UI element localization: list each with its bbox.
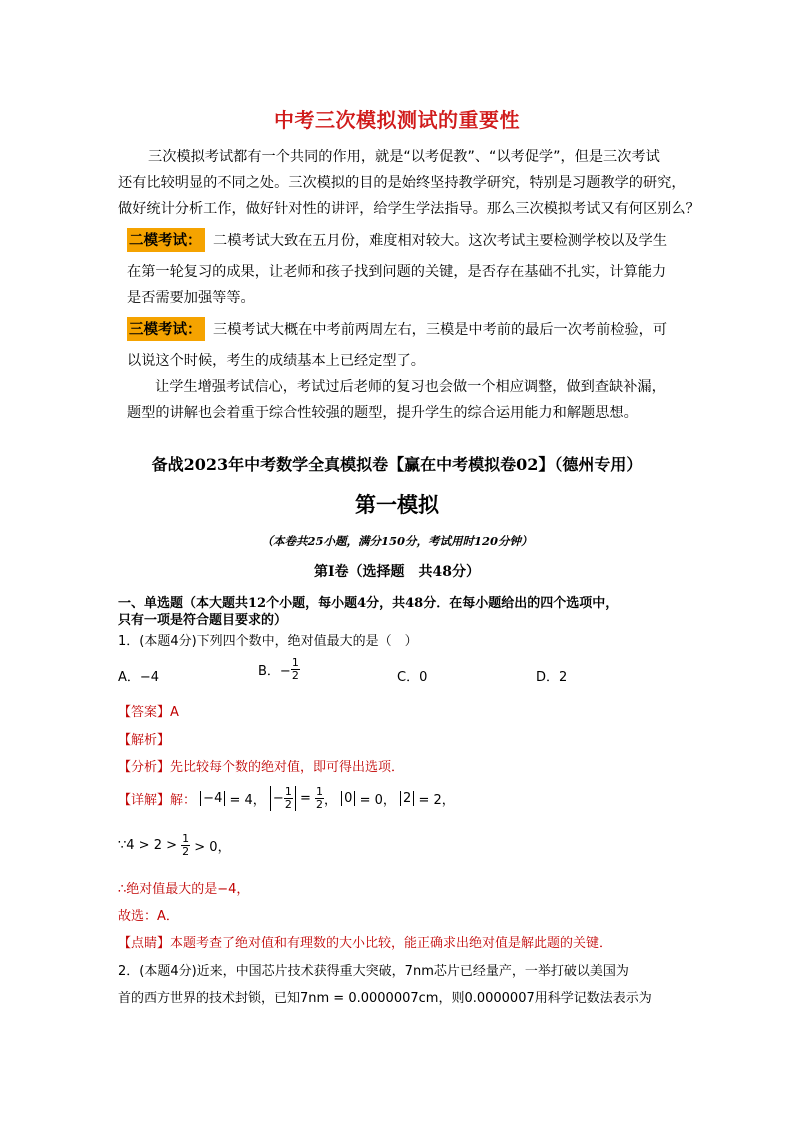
mock2-tag: 二模考试： — [127, 228, 205, 252]
q1-compare-line — [118, 833, 231, 858]
eq1: = 4， — [229, 793, 266, 808]
mock3-line1: 三模考试大概在中考前两周左右，三模是中考前的最后一次考前检验，可 — [213, 322, 668, 338]
eq4: = 2， — [418, 793, 455, 808]
half-num-2: 1 — [316, 785, 324, 798]
section-line2: 只有一项是符合题目要求的） — [118, 613, 288, 628]
intro-para1-line2: 还有比较明显的不同之处。三次模拟的目的是始终坚持教学研究，特别是习题教学的研究， — [118, 175, 686, 191]
q1-option-c: C．0 — [397, 670, 428, 685]
mock2-line3: 是否需要加强等等。 — [127, 290, 255, 306]
abs-neg-half — [270, 786, 296, 811]
q1-option-b-fraction — [291, 657, 300, 682]
abs-0: 0 — [341, 791, 355, 806]
intro-end-line2: 题型的讲解也会着重于综合性较强的题型，提升学生的综合运用能力和解题思想。 — [127, 405, 638, 421]
mock3-tag: 三模考试： — [127, 317, 205, 341]
exam-header: 备战2023年中考数学全真模拟卷【赢在中考模拟卷02】（德州专用） — [151, 455, 643, 474]
half-num: 1 — [284, 785, 292, 798]
q1-answer-tag: 【答案】 — [118, 705, 171, 720]
half-den: 2 — [284, 798, 292, 811]
compare-den: 2 — [182, 845, 190, 858]
mock2-line2: 在第一轮复习的成果，让老师和孩子找到问题的关键，是否存在基础不扎实，计算能力 — [127, 264, 667, 280]
q1-answer: A — [170, 705, 179, 720]
half-frac-2 — [315, 786, 324, 811]
eq2: = — [299, 791, 311, 806]
q1-option-b-num: 1 — [291, 656, 299, 669]
q1-fenxi: 先比较每个数的绝对值，即可得出选项． — [170, 760, 405, 775]
mock3-tag-wrap — [127, 317, 205, 341]
mock2-tag-wrap — [127, 228, 205, 252]
q1-fenxi-line — [118, 756, 404, 775]
abs-2: 2 — [400, 791, 414, 806]
q2-line2: 首的西方世界的技术封锁，已知7nm = 0.0000007cm，则0.0000007用科学记数法表示为 — [118, 991, 652, 1006]
q1-option-b — [258, 657, 300, 682]
eq3: = 0， — [359, 793, 396, 808]
q1-stem: 1．(本题4分)下列四个数中，绝对值最大的是（ ） — [118, 634, 418, 649]
q1-option-d: D．2 — [536, 670, 568, 685]
mock2-line1: 二模考试大致在五月份，难度相对较大。这次考试主要检测学校以及学生 — [213, 233, 668, 249]
q1-dianjing-tag: 【点睛】 — [118, 936, 171, 951]
q1-answer-line — [118, 701, 179, 720]
q1-conclusion: ∴绝对值最大的是−4， — [118, 882, 250, 897]
compare-suffix: > 0， — [194, 840, 231, 855]
q1-xiangjie-tag: 【详解】 — [118, 793, 171, 808]
q1-option-b-den: 2 — [291, 669, 299, 682]
intro-end-line1: 让学生增强考试信心，考试过后老师的复习也会做一个相应调整，做到查缺补漏， — [155, 379, 666, 395]
compare-frac — [181, 833, 190, 858]
exam-part: 第Ⅰ卷（选择题 共48分） — [313, 564, 481, 580]
q1-option-b-prefix: B．− — [258, 664, 291, 679]
q1-fenxi-tag: 【分析】 — [118, 760, 171, 775]
q1-analysis-tag: 【解析】 — [118, 733, 171, 748]
neg-sign: − — [272, 791, 284, 806]
q1-xiangjie-prefix: 解： — [170, 793, 197, 808]
half-frac — [284, 786, 293, 811]
half-den-2: 2 — [316, 798, 324, 811]
compare-num: 1 — [182, 832, 190, 845]
q1-dianjing-line — [118, 932, 612, 951]
exam-note: （本卷共25小题，满分150分，考试用时120分钟） — [261, 534, 533, 548]
q2-line1: 2．(本题4分)近来，中国芯片技术获得重大突破，7nm芯片已经量产，一举打破以美国为 — [118, 964, 629, 979]
q1-choose: 故选：A． — [118, 909, 179, 924]
q1-dianjing: 本题考查了绝对值和有理数的大小比较，能正确求出绝对值是解此题的关键． — [170, 936, 613, 951]
intro-para1-line1: 三次模拟考试都有一个共同的作用，就是“以考促教”、“以考促学”，但是三次考试 — [148, 149, 660, 165]
intro-title: 中考三次模拟测试的重要性 — [274, 108, 520, 132]
q1-xiangjie-line — [118, 786, 455, 811]
mock3-line2: 以说这个时候，考生的成绩基本上已经定型了。 — [127, 353, 425, 369]
compare-prefix: ∵4 > 2 > — [118, 838, 177, 853]
section-line1: 一、单选题（本大题共12个小题，每小题4分，共48分．在每小题给出的四个选项中， — [118, 596, 619, 611]
eq2-tail: ， — [324, 793, 338, 808]
q1-option-a: A．−4 — [118, 670, 160, 685]
exam-subtitle: 第一模拟 — [355, 493, 439, 517]
abs-neg4: −4 — [200, 791, 225, 806]
intro-para1-line3: 做好统计分析工作，做好针对性的讲评，给学生学法指导。那么三次模拟考试又有何区别么？ — [118, 201, 700, 217]
